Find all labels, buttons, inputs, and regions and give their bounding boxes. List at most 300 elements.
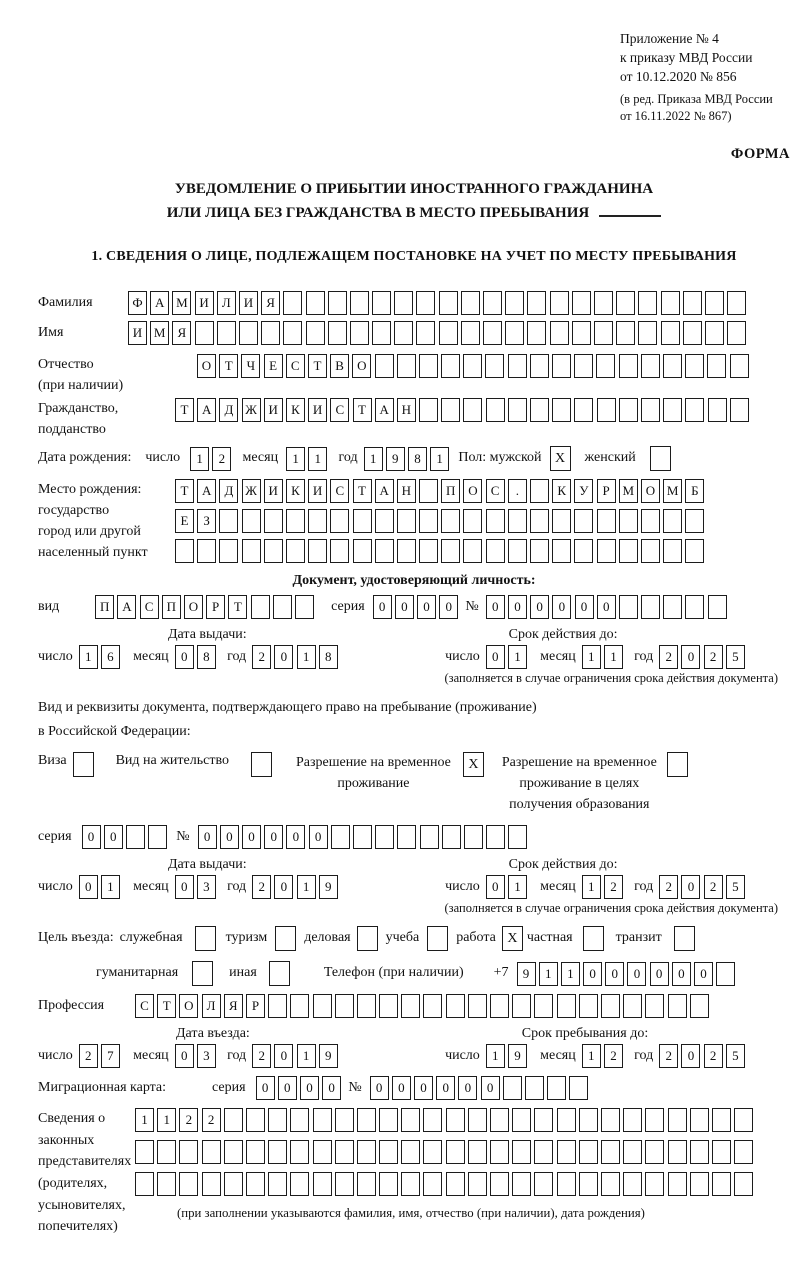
char-cell[interactable]: 1 [486, 1044, 505, 1068]
char-cell[interactable] [547, 1076, 566, 1100]
char-cell[interactable]: Д [219, 479, 238, 503]
char-cell[interactable]: О [197, 354, 216, 378]
char-cell[interactable] [596, 354, 615, 378]
char-cell[interactable]: Р [597, 479, 616, 503]
char-cell[interactable] [224, 1140, 243, 1164]
char-cell[interactable] [683, 321, 702, 345]
char-cell[interactable] [668, 1140, 687, 1164]
char-cell[interactable]: С [286, 354, 305, 378]
char-cell[interactable]: 5 [726, 875, 745, 899]
visa-checkbox[interactable] [73, 752, 94, 777]
char-cell[interactable]: Ч [241, 354, 260, 378]
char-cell[interactable] [668, 1172, 687, 1196]
purpose-study-checkbox[interactable] [427, 926, 448, 951]
char-cell[interactable] [712, 1172, 731, 1196]
char-cell[interactable]: 0 [278, 1076, 297, 1100]
char-cell[interactable]: А [117, 595, 136, 619]
char-cell[interactable]: Ф [128, 291, 147, 315]
char-cell[interactable] [328, 291, 347, 315]
char-cell[interactable]: 1 [157, 1108, 176, 1132]
char-cell[interactable] [397, 825, 416, 849]
char-cell[interactable] [353, 825, 372, 849]
char-cell[interactable]: 0 [373, 595, 392, 619]
char-cell[interactable] [552, 509, 571, 533]
char-cell[interactable]: Т [353, 398, 372, 422]
char-cell[interactable] [375, 509, 394, 533]
char-cell[interactable]: Т [175, 479, 194, 503]
char-cell[interactable]: 0 [681, 1044, 700, 1068]
char-cell[interactable]: 2 [212, 447, 231, 471]
purpose-work-checkbox[interactable]: X [502, 926, 523, 951]
char-cell[interactable] [641, 595, 660, 619]
char-cell[interactable]: 9 [517, 962, 536, 986]
char-cell[interactable] [439, 291, 458, 315]
char-cell[interactable]: Т [308, 354, 327, 378]
char-cell[interactable]: П [441, 479, 460, 503]
char-cell[interactable] [619, 398, 638, 422]
char-cell[interactable] [330, 509, 349, 533]
char-cell[interactable]: 0 [220, 825, 239, 849]
char-cell[interactable]: 2 [704, 645, 723, 669]
char-cell[interactable] [708, 595, 727, 619]
char-cell[interactable] [372, 291, 391, 315]
char-cell[interactable]: Л [217, 291, 236, 315]
char-cell[interactable]: К [552, 479, 571, 503]
char-cell[interactable] [486, 825, 505, 849]
char-cell[interactable] [463, 539, 482, 563]
char-cell[interactable] [534, 1140, 553, 1164]
char-cell[interactable] [685, 539, 704, 563]
char-cell[interactable]: К [286, 398, 305, 422]
char-cell[interactable]: 0 [242, 825, 261, 849]
char-cell[interactable] [645, 994, 664, 1018]
char-cell[interactable] [195, 321, 214, 345]
char-cell[interactable] [483, 291, 502, 315]
char-cell[interactable] [148, 825, 167, 849]
char-cell[interactable] [290, 1140, 309, 1164]
char-cell[interactable] [375, 354, 394, 378]
char-cell[interactable]: 0 [414, 1076, 433, 1100]
char-cell[interactable]: 0 [264, 825, 283, 849]
char-cell[interactable] [505, 321, 524, 345]
char-cell[interactable] [331, 825, 350, 849]
char-cell[interactable] [534, 1172, 553, 1196]
char-cell[interactable]: Б [685, 479, 704, 503]
char-cell[interactable] [179, 1172, 198, 1196]
purpose-official-checkbox[interactable] [195, 926, 216, 951]
char-cell[interactable] [579, 1172, 598, 1196]
char-cell[interactable] [638, 321, 657, 345]
char-cell[interactable]: 0 [694, 962, 713, 986]
char-cell[interactable]: 2 [252, 1044, 271, 1068]
char-cell[interactable] [574, 398, 593, 422]
char-cell[interactable]: 0 [392, 1076, 411, 1100]
char-cell[interactable] [268, 1108, 287, 1132]
char-cell[interactable] [534, 994, 553, 1018]
char-cell[interactable] [508, 825, 527, 849]
char-cell[interactable]: 0 [481, 1076, 500, 1100]
char-cell[interactable] [503, 1076, 522, 1100]
char-cell[interactable] [273, 595, 292, 619]
char-cell[interactable]: Т [157, 994, 176, 1018]
char-cell[interactable] [490, 1140, 509, 1164]
char-cell[interactable] [446, 1172, 465, 1196]
char-cell[interactable] [734, 1140, 753, 1164]
char-cell[interactable]: 0 [552, 595, 571, 619]
char-cell[interactable] [330, 539, 349, 563]
residence-permit-checkbox[interactable] [251, 752, 272, 777]
char-cell[interactable]: 0 [198, 825, 217, 849]
char-cell[interactable] [306, 291, 325, 315]
char-cell[interactable] [175, 539, 194, 563]
purpose-business-checkbox[interactable] [357, 926, 378, 951]
char-cell[interactable]: С [330, 398, 349, 422]
char-cell[interactable] [579, 1140, 598, 1164]
char-cell[interactable]: К [286, 479, 305, 503]
char-cell[interactable] [423, 994, 442, 1018]
char-cell[interactable]: 1 [297, 1044, 316, 1068]
char-cell[interactable]: 8 [319, 645, 338, 669]
char-cell[interactable] [552, 398, 571, 422]
char-cell[interactable]: 1 [582, 645, 601, 669]
char-cell[interactable]: 1 [539, 962, 558, 986]
char-cell[interactable] [619, 595, 638, 619]
char-cell[interactable]: З [197, 509, 216, 533]
char-cell[interactable] [224, 1108, 243, 1132]
char-cell[interactable] [353, 539, 372, 563]
char-cell[interactable] [601, 1140, 620, 1164]
char-cell[interactable] [468, 1108, 487, 1132]
char-cell[interactable] [638, 291, 657, 315]
char-cell[interactable] [335, 994, 354, 1018]
char-cell[interactable] [623, 1172, 642, 1196]
char-cell[interactable] [690, 1172, 709, 1196]
char-cell[interactable] [623, 1140, 642, 1164]
char-cell[interactable] [579, 994, 598, 1018]
char-cell[interactable] [290, 1172, 309, 1196]
char-cell[interactable] [597, 509, 616, 533]
char-cell[interactable]: Д [219, 398, 238, 422]
char-cell[interactable]: . [508, 479, 527, 503]
char-cell[interactable] [619, 539, 638, 563]
purpose-private-checkbox[interactable] [583, 926, 604, 951]
char-cell[interactable] [379, 1108, 398, 1132]
char-cell[interactable]: П [162, 595, 181, 619]
char-cell[interactable] [594, 321, 613, 345]
char-cell[interactable]: 0 [486, 645, 505, 669]
char-cell[interactable] [512, 1140, 531, 1164]
char-cell[interactable] [202, 1140, 221, 1164]
char-cell[interactable] [661, 291, 680, 315]
char-cell[interactable] [645, 1140, 664, 1164]
char-cell[interactable] [446, 994, 465, 1018]
char-cell[interactable] [616, 321, 635, 345]
char-cell[interactable]: 1 [79, 645, 98, 669]
char-cell[interactable] [512, 994, 531, 1018]
purpose-tourism-checkbox[interactable] [275, 926, 296, 951]
char-cell[interactable]: М [619, 479, 638, 503]
char-cell[interactable] [705, 291, 724, 315]
char-cell[interactable] [264, 509, 283, 533]
char-cell[interactable] [423, 1172, 442, 1196]
char-cell[interactable]: 0 [597, 595, 616, 619]
char-cell[interactable] [601, 1108, 620, 1132]
char-cell[interactable]: И [308, 479, 327, 503]
char-cell[interactable]: Л [202, 994, 221, 1018]
char-cell[interactable] [441, 509, 460, 533]
char-cell[interactable]: 0 [627, 962, 646, 986]
char-cell[interactable] [730, 354, 749, 378]
char-cell[interactable]: 1 [604, 645, 623, 669]
char-cell[interactable] [730, 398, 749, 422]
char-cell[interactable] [357, 1140, 376, 1164]
char-cell[interactable]: 0 [530, 595, 549, 619]
char-cell[interactable] [461, 321, 480, 345]
char-cell[interactable] [574, 539, 593, 563]
char-cell[interactable] [574, 354, 593, 378]
char-cell[interactable] [423, 1108, 442, 1132]
char-cell[interactable] [401, 1140, 420, 1164]
char-cell[interactable]: 1 [308, 447, 327, 471]
char-cell[interactable] [202, 1172, 221, 1196]
char-cell[interactable]: 1 [101, 875, 120, 899]
char-cell[interactable]: А [197, 479, 216, 503]
char-cell[interactable] [283, 291, 302, 315]
char-cell[interactable]: 0 [300, 1076, 319, 1100]
char-cell[interactable]: У [574, 479, 593, 503]
char-cell[interactable] [557, 1140, 576, 1164]
char-cell[interactable] [557, 994, 576, 1018]
char-cell[interactable]: 2 [179, 1108, 198, 1132]
char-cell[interactable] [379, 1172, 398, 1196]
char-cell[interactable] [663, 398, 682, 422]
char-cell[interactable]: 0 [650, 962, 669, 986]
char-cell[interactable] [734, 1108, 753, 1132]
char-cell[interactable] [685, 398, 704, 422]
char-cell[interactable]: 0 [605, 962, 624, 986]
char-cell[interactable] [268, 1140, 287, 1164]
char-cell[interactable]: Ж [242, 479, 261, 503]
char-cell[interactable] [490, 994, 509, 1018]
char-cell[interactable] [157, 1140, 176, 1164]
char-cell[interactable] [335, 1108, 354, 1132]
char-cell[interactable]: 1 [582, 1044, 601, 1068]
char-cell[interactable] [569, 1076, 588, 1100]
char-cell[interactable] [308, 539, 327, 563]
char-cell[interactable] [668, 994, 687, 1018]
char-cell[interactable]: Т [219, 354, 238, 378]
char-cell[interactable]: 2 [604, 1044, 623, 1068]
char-cell[interactable]: 1 [508, 875, 527, 899]
char-cell[interactable] [525, 1076, 544, 1100]
char-cell[interactable] [416, 291, 435, 315]
char-cell[interactable] [397, 509, 416, 533]
char-cell[interactable]: 0 [681, 645, 700, 669]
char-cell[interactable] [641, 539, 660, 563]
char-cell[interactable]: 1 [297, 875, 316, 899]
char-cell[interactable] [401, 994, 420, 1018]
char-cell[interactable] [530, 539, 549, 563]
char-cell[interactable] [372, 321, 391, 345]
female-checkbox[interactable] [650, 446, 671, 471]
temp-permit-checkbox[interactable]: X [463, 752, 484, 777]
char-cell[interactable] [419, 479, 438, 503]
char-cell[interactable] [597, 398, 616, 422]
char-cell[interactable] [530, 354, 549, 378]
char-cell[interactable]: 0 [486, 875, 505, 899]
char-cell[interactable]: 1 [582, 875, 601, 899]
char-cell[interactable]: 8 [408, 447, 427, 471]
char-cell[interactable]: С [330, 479, 349, 503]
char-cell[interactable]: И [239, 291, 258, 315]
male-checkbox[interactable]: X [550, 446, 571, 471]
char-cell[interactable] [530, 479, 549, 503]
char-cell[interactable] [239, 321, 258, 345]
char-cell[interactable]: 0 [79, 875, 98, 899]
char-cell[interactable]: 5 [726, 645, 745, 669]
char-cell[interactable] [734, 1172, 753, 1196]
char-cell[interactable] [401, 1108, 420, 1132]
char-cell[interactable]: 3 [197, 1044, 216, 1068]
char-cell[interactable] [335, 1172, 354, 1196]
char-cell[interactable]: 2 [202, 1108, 221, 1132]
char-cell[interactable] [353, 509, 372, 533]
char-cell[interactable]: 1 [297, 645, 316, 669]
char-cell[interactable] [375, 825, 394, 849]
char-cell[interactable]: 0 [256, 1076, 275, 1100]
char-cell[interactable] [219, 509, 238, 533]
char-cell[interactable]: Т [228, 595, 247, 619]
char-cell[interactable] [619, 509, 638, 533]
char-cell[interactable] [246, 1172, 265, 1196]
char-cell[interactable]: 0 [104, 825, 123, 849]
char-cell[interactable] [623, 994, 642, 1018]
char-cell[interactable] [508, 354, 527, 378]
char-cell[interactable] [246, 1108, 265, 1132]
char-cell[interactable] [442, 825, 461, 849]
char-cell[interactable] [690, 1108, 709, 1132]
char-cell[interactable] [401, 1172, 420, 1196]
char-cell[interactable] [286, 539, 305, 563]
char-cell[interactable]: Н [397, 479, 416, 503]
char-cell[interactable] [135, 1140, 154, 1164]
char-cell[interactable] [572, 291, 591, 315]
char-cell[interactable] [468, 994, 487, 1018]
char-cell[interactable] [224, 1172, 243, 1196]
char-cell[interactable] [441, 354, 460, 378]
char-cell[interactable]: Т [175, 398, 194, 422]
char-cell[interactable] [530, 398, 549, 422]
char-cell[interactable] [727, 321, 746, 345]
char-cell[interactable] [552, 354, 571, 378]
char-cell[interactable] [308, 509, 327, 533]
char-cell[interactable] [712, 1108, 731, 1132]
char-cell[interactable]: О [463, 479, 482, 503]
char-cell[interactable]: С [140, 595, 159, 619]
char-cell[interactable] [328, 321, 347, 345]
char-cell[interactable]: Е [175, 509, 194, 533]
char-cell[interactable] [685, 509, 704, 533]
char-cell[interactable]: 2 [252, 645, 271, 669]
char-cell[interactable]: 2 [704, 875, 723, 899]
char-cell[interactable] [197, 539, 216, 563]
char-cell[interactable]: Е [264, 354, 283, 378]
char-cell[interactable] [619, 354, 638, 378]
char-cell[interactable] [557, 1108, 576, 1132]
char-cell[interactable] [623, 1108, 642, 1132]
char-cell[interactable]: 1 [430, 447, 449, 471]
char-cell[interactable] [135, 1172, 154, 1196]
char-cell[interactable] [685, 354, 704, 378]
char-cell[interactable] [727, 291, 746, 315]
char-cell[interactable]: 0 [458, 1076, 477, 1100]
char-cell[interactable] [219, 539, 238, 563]
char-cell[interactable]: М [663, 479, 682, 503]
char-cell[interactable] [486, 539, 505, 563]
char-cell[interactable]: М [172, 291, 191, 315]
char-cell[interactable] [313, 1108, 332, 1132]
char-cell[interactable]: 0 [575, 595, 594, 619]
char-cell[interactable]: 2 [704, 1044, 723, 1068]
char-cell[interactable] [290, 1108, 309, 1132]
char-cell[interactable] [663, 354, 682, 378]
char-cell[interactable]: 5 [726, 1044, 745, 1068]
purpose-other-checkbox[interactable] [269, 961, 290, 986]
char-cell[interactable] [708, 398, 727, 422]
char-cell[interactable] [420, 825, 439, 849]
char-cell[interactable] [508, 539, 527, 563]
char-cell[interactable]: 0 [436, 1076, 455, 1100]
char-cell[interactable] [512, 1172, 531, 1196]
char-cell[interactable] [483, 321, 502, 345]
char-cell[interactable] [441, 398, 460, 422]
char-cell[interactable] [268, 1172, 287, 1196]
char-cell[interactable]: 6 [101, 645, 120, 669]
char-cell[interactable] [508, 398, 527, 422]
char-cell[interactable] [375, 539, 394, 563]
char-cell[interactable]: 9 [319, 1044, 338, 1068]
char-cell[interactable]: Я [224, 994, 243, 1018]
char-cell[interactable]: 1 [508, 645, 527, 669]
char-cell[interactable] [572, 321, 591, 345]
char-cell[interactable]: И [308, 398, 327, 422]
char-cell[interactable]: Я [172, 321, 191, 345]
char-cell[interactable] [468, 1140, 487, 1164]
char-cell[interactable] [335, 1140, 354, 1164]
char-cell[interactable]: 9 [386, 447, 405, 471]
char-cell[interactable] [394, 291, 413, 315]
char-cell[interactable] [486, 398, 505, 422]
char-cell[interactable]: И [128, 321, 147, 345]
char-cell[interactable] [661, 321, 680, 345]
char-cell[interactable] [645, 1108, 664, 1132]
char-cell[interactable]: 9 [508, 1044, 527, 1068]
char-cell[interactable] [712, 1140, 731, 1164]
char-cell[interactable]: 1 [135, 1108, 154, 1132]
char-cell[interactable]: 0 [439, 595, 458, 619]
char-cell[interactable]: 2 [659, 645, 678, 669]
char-cell[interactable]: 0 [395, 595, 414, 619]
char-cell[interactable]: Я [261, 291, 280, 315]
char-cell[interactable] [264, 539, 283, 563]
char-cell[interactable]: 0 [417, 595, 436, 619]
char-cell[interactable] [464, 825, 483, 849]
char-cell[interactable] [286, 509, 305, 533]
char-cell[interactable] [552, 539, 571, 563]
char-cell[interactable] [550, 321, 569, 345]
char-cell[interactable] [663, 509, 682, 533]
char-cell[interactable] [261, 321, 280, 345]
